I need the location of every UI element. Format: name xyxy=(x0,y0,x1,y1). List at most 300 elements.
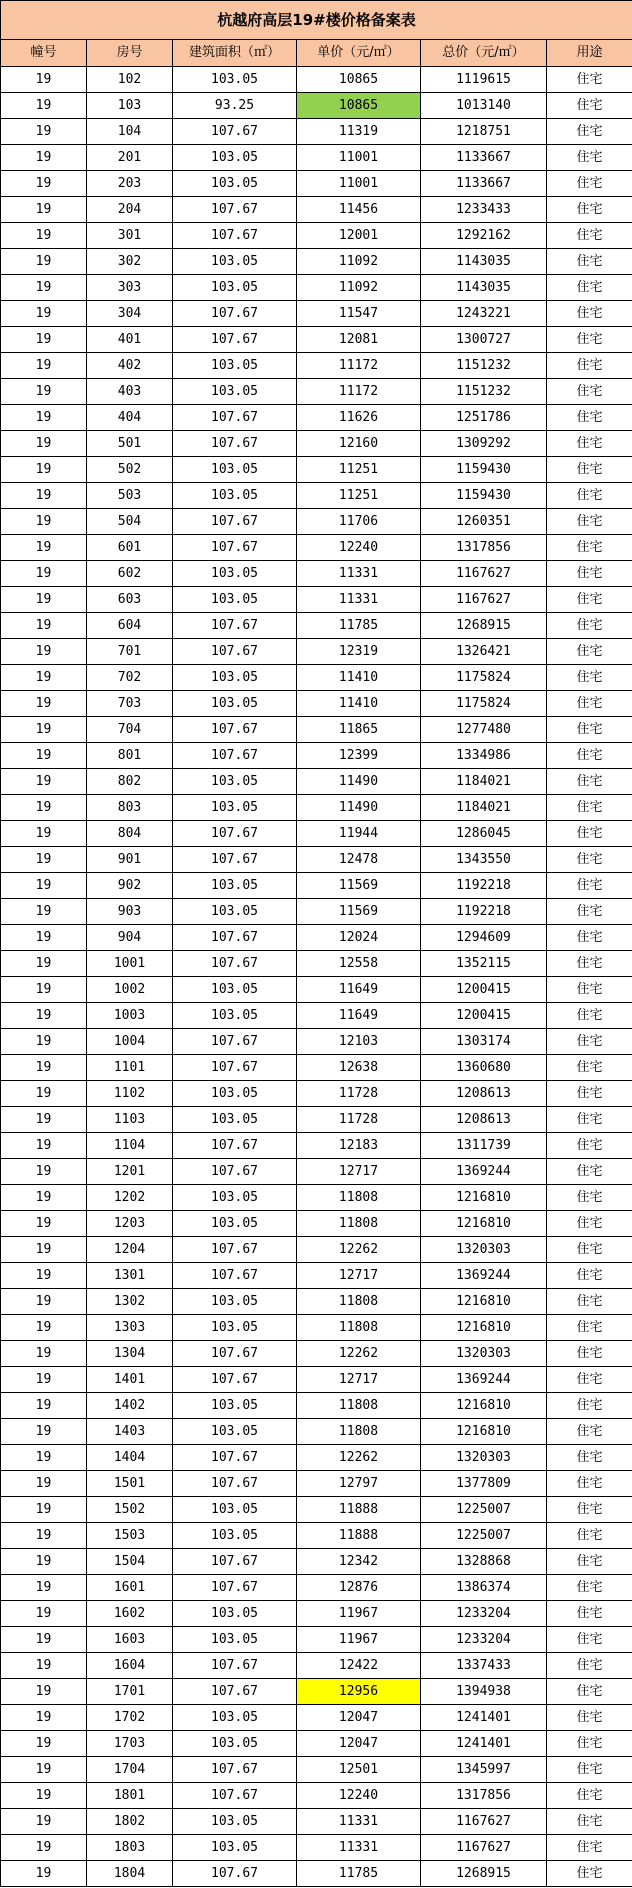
cell-total-price: 1200415 xyxy=(421,977,547,1003)
cell-building: 19 xyxy=(1,483,87,509)
table-row xyxy=(1,769,632,795)
cell-unit-price: 12638 xyxy=(297,1055,421,1081)
cell-total-price: 1216810 xyxy=(421,1315,547,1341)
cell-room: 1203 xyxy=(87,1211,173,1237)
cell-building: 19 xyxy=(1,1679,87,1705)
table-row xyxy=(1,1341,632,1367)
cell-room: 802 xyxy=(87,769,173,795)
cell-unit-price: 11808 xyxy=(297,1211,421,1237)
cell-unit-price: 11649 xyxy=(297,1003,421,1029)
table-row xyxy=(1,1315,632,1341)
cell-unit-price: 12262 xyxy=(297,1445,421,1471)
cell-total-price: 1360680 xyxy=(421,1055,547,1081)
cell-total-price: 1251786 xyxy=(421,405,547,431)
cell-usage: 住宅 xyxy=(547,1627,632,1653)
cell-room: 1504 xyxy=(87,1549,173,1575)
cell-total-price: 1320303 xyxy=(421,1445,547,1471)
table-row xyxy=(1,1861,632,1887)
cell-usage: 住宅 xyxy=(547,691,632,717)
cell-area: 107.67 xyxy=(173,1341,297,1367)
cell-area: 107.67 xyxy=(173,1263,297,1289)
cell-area: 103.05 xyxy=(173,977,297,1003)
cell-usage: 住宅 xyxy=(547,327,632,353)
cell-room: 1702 xyxy=(87,1705,173,1731)
cell-unit-price: 11331 xyxy=(297,1835,421,1861)
cell-area: 103.05 xyxy=(173,145,297,171)
table-row xyxy=(1,587,632,613)
cell-usage: 住宅 xyxy=(547,795,632,821)
cell-room: 1803 xyxy=(87,1835,173,1861)
cell-usage: 住宅 xyxy=(547,977,632,1003)
table-row xyxy=(1,1185,632,1211)
cell-unit-price: 12001 xyxy=(297,223,421,249)
cell-usage: 住宅 xyxy=(547,769,632,795)
cell-total-price: 1151232 xyxy=(421,353,547,379)
table-row xyxy=(1,1705,632,1731)
cell-usage: 住宅 xyxy=(547,171,632,197)
cell-unit-price: 12399 xyxy=(297,743,421,769)
cell-area: 103.05 xyxy=(173,769,297,795)
cell-area: 107.67 xyxy=(173,1575,297,1601)
cell-total-price: 1216810 xyxy=(421,1289,547,1315)
cell-total-price: 1216810 xyxy=(421,1185,547,1211)
cell-total-price: 1225007 xyxy=(421,1523,547,1549)
header-row xyxy=(1,40,632,67)
cell-usage: 住宅 xyxy=(547,1185,632,1211)
cell-usage: 住宅 xyxy=(547,145,632,171)
cell-usage: 住宅 xyxy=(547,1055,632,1081)
cell-room: 1601 xyxy=(87,1575,173,1601)
cell-building: 19 xyxy=(1,535,87,561)
table-row xyxy=(1,977,632,1003)
cell-area: 107.67 xyxy=(173,327,297,353)
cell-area: 107.67 xyxy=(173,1471,297,1497)
cell-usage: 住宅 xyxy=(547,249,632,275)
cell-building: 19 xyxy=(1,1133,87,1159)
cell-usage: 住宅 xyxy=(547,1263,632,1289)
cell-usage: 住宅 xyxy=(547,1419,632,1445)
cell-usage: 住宅 xyxy=(547,483,632,509)
table-row xyxy=(1,1809,632,1835)
cell-total-price: 1167627 xyxy=(421,1809,547,1835)
cell-area: 107.67 xyxy=(173,1159,297,1185)
header-room: 房号 xyxy=(87,40,173,67)
cell-usage: 住宅 xyxy=(547,405,632,431)
cell-usage: 住宅 xyxy=(547,561,632,587)
cell-area: 103.05 xyxy=(173,1107,297,1133)
cell-total-price: 1184021 xyxy=(421,769,547,795)
cell-room: 1704 xyxy=(87,1757,173,1783)
cell-area: 107.67 xyxy=(173,1653,297,1679)
cell-building: 19 xyxy=(1,1367,87,1393)
cell-area: 107.67 xyxy=(173,509,297,535)
cell-room: 1602 xyxy=(87,1601,173,1627)
cell-area: 103.05 xyxy=(173,1419,297,1445)
cell-total-price: 1277480 xyxy=(421,717,547,743)
cell-room: 1804 xyxy=(87,1861,173,1887)
cell-room: 1204 xyxy=(87,1237,173,1263)
cell-area: 103.05 xyxy=(173,1497,297,1523)
table-row xyxy=(1,1731,632,1757)
cell-unit-price: 11172 xyxy=(297,353,421,379)
cell-room: 302 xyxy=(87,249,173,275)
cell-building: 19 xyxy=(1,119,87,145)
cell-building: 19 xyxy=(1,1627,87,1653)
cell-usage: 住宅 xyxy=(547,613,632,639)
cell-area: 107.67 xyxy=(173,925,297,951)
cell-total-price: 1233433 xyxy=(421,197,547,223)
cell-unit-price: 11967 xyxy=(297,1601,421,1627)
cell-area: 103.05 xyxy=(173,1211,297,1237)
cell-area: 103.05 xyxy=(173,1731,297,1757)
cell-unit-price: 11547 xyxy=(297,301,421,327)
cell-room: 1103 xyxy=(87,1107,173,1133)
cell-building: 19 xyxy=(1,1185,87,1211)
cell-usage: 住宅 xyxy=(547,951,632,977)
cell-total-price: 1326421 xyxy=(421,639,547,665)
cell-usage: 住宅 xyxy=(547,1575,632,1601)
table-row xyxy=(1,925,632,951)
cell-room: 103 xyxy=(87,93,173,119)
cell-building: 19 xyxy=(1,275,87,301)
cell-unit-price: 12422 xyxy=(297,1653,421,1679)
table-row xyxy=(1,899,632,925)
cell-usage: 住宅 xyxy=(547,1705,632,1731)
cell-building: 19 xyxy=(1,1003,87,1029)
cell-area: 107.67 xyxy=(173,1133,297,1159)
cell-area: 103.05 xyxy=(173,1835,297,1861)
cell-area: 103.05 xyxy=(173,1809,297,1835)
cell-unit-price: 12876 xyxy=(297,1575,421,1601)
table-row xyxy=(1,1627,632,1653)
cell-building: 19 xyxy=(1,613,87,639)
cell-building: 19 xyxy=(1,1497,87,1523)
cell-room: 1302 xyxy=(87,1289,173,1315)
cell-area: 103.05 xyxy=(173,1601,297,1627)
cell-room: 404 xyxy=(87,405,173,431)
cell-building: 19 xyxy=(1,665,87,691)
table-row xyxy=(1,1081,632,1107)
cell-building: 19 xyxy=(1,249,87,275)
cell-unit-price: 11319 xyxy=(297,119,421,145)
table-row xyxy=(1,1549,632,1575)
table-row xyxy=(1,691,632,717)
table-row xyxy=(1,1003,632,1029)
cell-usage: 住宅 xyxy=(547,1211,632,1237)
cell-total-price: 1233204 xyxy=(421,1601,547,1627)
cell-room: 303 xyxy=(87,275,173,301)
cell-building: 19 xyxy=(1,743,87,769)
cell-building: 19 xyxy=(1,353,87,379)
table-row xyxy=(1,1653,632,1679)
cell-usage: 住宅 xyxy=(547,1835,632,1861)
cell-unit-price: 11785 xyxy=(297,1861,421,1887)
cell-room: 1001 xyxy=(87,951,173,977)
cell-area: 107.67 xyxy=(173,1367,297,1393)
cell-total-price: 1218751 xyxy=(421,119,547,145)
table-row xyxy=(1,67,632,93)
table-row xyxy=(1,171,632,197)
table-row xyxy=(1,327,632,353)
cell-total-price: 1208613 xyxy=(421,1107,547,1133)
cell-unit-price: 10865 xyxy=(297,93,421,119)
cell-usage: 住宅 xyxy=(547,535,632,561)
cell-unit-price: 12081 xyxy=(297,327,421,353)
cell-total-price: 1216810 xyxy=(421,1419,547,1445)
cell-room: 1604 xyxy=(87,1653,173,1679)
cell-usage: 住宅 xyxy=(547,1003,632,1029)
cell-building: 19 xyxy=(1,457,87,483)
cell-total-price: 1151232 xyxy=(421,379,547,405)
cell-building: 19 xyxy=(1,1315,87,1341)
table-row xyxy=(1,795,632,821)
table-row xyxy=(1,1783,632,1809)
cell-usage: 住宅 xyxy=(547,847,632,873)
cell-total-price: 1311739 xyxy=(421,1133,547,1159)
cell-unit-price: 12240 xyxy=(297,1783,421,1809)
table-row xyxy=(1,119,632,145)
cell-total-price: 1377809 xyxy=(421,1471,547,1497)
title-row xyxy=(1,1,632,40)
cell-area: 107.67 xyxy=(173,119,297,145)
cell-room: 401 xyxy=(87,327,173,353)
cell-room: 204 xyxy=(87,197,173,223)
cell-building: 19 xyxy=(1,977,87,1003)
cell-area: 107.67 xyxy=(173,223,297,249)
cell-unit-price: 12956 xyxy=(297,1679,421,1705)
cell-building: 19 xyxy=(1,1523,87,1549)
cell-area: 103.05 xyxy=(173,873,297,899)
table-row xyxy=(1,223,632,249)
cell-unit-price: 12717 xyxy=(297,1263,421,1289)
cell-total-price: 1216810 xyxy=(421,1393,547,1419)
cell-area: 107.67 xyxy=(173,717,297,743)
cell-total-price: 1328868 xyxy=(421,1549,547,1575)
table-row xyxy=(1,873,632,899)
cell-total-price: 1394938 xyxy=(421,1679,547,1705)
cell-unit-price: 11944 xyxy=(297,821,421,847)
cell-area: 103.05 xyxy=(173,1315,297,1341)
cell-area: 103.05 xyxy=(173,1289,297,1315)
table-row xyxy=(1,379,632,405)
cell-room: 402 xyxy=(87,353,173,379)
cell-total-price: 1320303 xyxy=(421,1341,547,1367)
cell-building: 19 xyxy=(1,223,87,249)
table-row xyxy=(1,1679,632,1705)
cell-area: 93.25 xyxy=(173,93,297,119)
cell-unit-price: 12478 xyxy=(297,847,421,873)
cell-total-price: 1013140 xyxy=(421,93,547,119)
cell-room: 504 xyxy=(87,509,173,535)
cell-unit-price: 11001 xyxy=(297,171,421,197)
header-area: 建筑面积（㎡） xyxy=(173,40,297,67)
cell-total-price: 1159430 xyxy=(421,483,547,509)
cell-total-price: 1286045 xyxy=(421,821,547,847)
cell-area: 103.05 xyxy=(173,1003,297,1029)
table-row xyxy=(1,665,632,691)
cell-building: 19 xyxy=(1,769,87,795)
cell-room: 1301 xyxy=(87,1263,173,1289)
cell-total-price: 1167627 xyxy=(421,587,547,613)
cell-building: 19 xyxy=(1,1289,87,1315)
cell-unit-price: 11808 xyxy=(297,1419,421,1445)
cell-usage: 住宅 xyxy=(547,1861,632,1887)
cell-room: 503 xyxy=(87,483,173,509)
table-row xyxy=(1,145,632,171)
cell-building: 19 xyxy=(1,301,87,327)
cell-usage: 住宅 xyxy=(547,743,632,769)
cell-unit-price: 11569 xyxy=(297,873,421,899)
table-row xyxy=(1,1445,632,1471)
cell-usage: 住宅 xyxy=(547,379,632,405)
cell-unit-price: 12160 xyxy=(297,431,421,457)
cell-total-price: 1369244 xyxy=(421,1367,547,1393)
table-row xyxy=(1,353,632,379)
cell-usage: 住宅 xyxy=(547,93,632,119)
cell-room: 1703 xyxy=(87,1731,173,1757)
cell-room: 601 xyxy=(87,535,173,561)
cell-building: 19 xyxy=(1,821,87,847)
cell-room: 1003 xyxy=(87,1003,173,1029)
cell-room: 703 xyxy=(87,691,173,717)
cell-unit-price: 11331 xyxy=(297,1809,421,1835)
cell-building: 19 xyxy=(1,691,87,717)
cell-unit-price: 11626 xyxy=(297,405,421,431)
cell-total-price: 1243221 xyxy=(421,301,547,327)
cell-usage: 住宅 xyxy=(547,1783,632,1809)
cell-building: 19 xyxy=(1,561,87,587)
cell-area: 103.05 xyxy=(173,665,297,691)
cell-unit-price: 12319 xyxy=(297,639,421,665)
cell-building: 19 xyxy=(1,1809,87,1835)
table-row xyxy=(1,197,632,223)
cell-total-price: 1167627 xyxy=(421,561,547,587)
table-row xyxy=(1,275,632,301)
cell-room: 603 xyxy=(87,587,173,613)
cell-usage: 住宅 xyxy=(547,1731,632,1757)
cell-total-price: 1345997 xyxy=(421,1757,547,1783)
cell-usage: 住宅 xyxy=(547,1523,632,1549)
cell-total-price: 1352115 xyxy=(421,951,547,977)
cell-room: 1802 xyxy=(87,1809,173,1835)
cell-usage: 住宅 xyxy=(547,1159,632,1185)
cell-building: 19 xyxy=(1,1081,87,1107)
cell-area: 103.05 xyxy=(173,171,297,197)
table-title: 杭越府高层19#楼价格备案表 xyxy=(1,1,632,40)
cell-area: 103.05 xyxy=(173,457,297,483)
cell-unit-price: 11808 xyxy=(297,1185,421,1211)
table-row xyxy=(1,1263,632,1289)
cell-area: 103.05 xyxy=(173,691,297,717)
cell-unit-price: 11785 xyxy=(297,613,421,639)
cell-usage: 住宅 xyxy=(547,925,632,951)
cell-total-price: 1192218 xyxy=(421,873,547,899)
cell-unit-price: 11865 xyxy=(297,717,421,743)
cell-building: 19 xyxy=(1,795,87,821)
cell-total-price: 1133667 xyxy=(421,171,547,197)
cell-usage: 住宅 xyxy=(547,275,632,301)
cell-total-price: 1294609 xyxy=(421,925,547,951)
cell-unit-price: 12047 xyxy=(297,1731,421,1757)
cell-total-price: 1143035 xyxy=(421,275,547,301)
cell-room: 203 xyxy=(87,171,173,197)
header-building: 幢号 xyxy=(1,40,87,67)
cell-total-price: 1133667 xyxy=(421,145,547,171)
cell-unit-price: 11092 xyxy=(297,249,421,275)
cell-unit-price: 11410 xyxy=(297,665,421,691)
table-body xyxy=(1,67,632,1887)
cell-area: 107.67 xyxy=(173,1445,297,1471)
table-row xyxy=(1,1471,632,1497)
cell-area: 103.05 xyxy=(173,249,297,275)
cell-building: 19 xyxy=(1,1029,87,1055)
cell-usage: 住宅 xyxy=(547,1107,632,1133)
cell-building: 19 xyxy=(1,1835,87,1861)
cell-building: 19 xyxy=(1,1211,87,1237)
cell-building: 19 xyxy=(1,405,87,431)
cell-unit-price: 11490 xyxy=(297,795,421,821)
cell-area: 103.05 xyxy=(173,353,297,379)
table-row xyxy=(1,951,632,977)
cell-room: 1404 xyxy=(87,1445,173,1471)
cell-area: 103.05 xyxy=(173,1627,297,1653)
cell-usage: 住宅 xyxy=(547,821,632,847)
cell-building: 19 xyxy=(1,1861,87,1887)
cell-total-price: 1159430 xyxy=(421,457,547,483)
cell-room: 1501 xyxy=(87,1471,173,1497)
cell-total-price: 1233204 xyxy=(421,1627,547,1653)
cell-unit-price: 11490 xyxy=(297,769,421,795)
cell-total-price: 1184021 xyxy=(421,795,547,821)
cell-room: 902 xyxy=(87,873,173,899)
cell-usage: 住宅 xyxy=(547,1289,632,1315)
table-row xyxy=(1,1575,632,1601)
cell-area: 107.67 xyxy=(173,1237,297,1263)
cell-building: 19 xyxy=(1,1471,87,1497)
table-row xyxy=(1,561,632,587)
cell-room: 904 xyxy=(87,925,173,951)
cell-room: 1701 xyxy=(87,1679,173,1705)
table-row xyxy=(1,1367,632,1393)
cell-area: 107.67 xyxy=(173,1679,297,1705)
table-row xyxy=(1,1029,632,1055)
header-usage: 用途 xyxy=(547,40,632,67)
cell-usage: 住宅 xyxy=(547,665,632,691)
cell-area: 103.05 xyxy=(173,587,297,613)
cell-building: 19 xyxy=(1,1757,87,1783)
cell-building: 19 xyxy=(1,327,87,353)
cell-total-price: 1200415 xyxy=(421,1003,547,1029)
cell-building: 19 xyxy=(1,925,87,951)
cell-unit-price: 12717 xyxy=(297,1367,421,1393)
cell-room: 301 xyxy=(87,223,173,249)
cell-usage: 住宅 xyxy=(547,431,632,457)
cell-building: 19 xyxy=(1,379,87,405)
cell-area: 107.67 xyxy=(173,431,297,457)
cell-total-price: 1268915 xyxy=(421,1861,547,1887)
cell-building: 19 xyxy=(1,1601,87,1627)
cell-total-price: 1369244 xyxy=(421,1263,547,1289)
cell-building: 19 xyxy=(1,717,87,743)
cell-building: 19 xyxy=(1,1263,87,1289)
cell-unit-price: 11331 xyxy=(297,587,421,613)
cell-building: 19 xyxy=(1,1653,87,1679)
cell-unit-price: 11728 xyxy=(297,1081,421,1107)
cell-total-price: 1216810 xyxy=(421,1211,547,1237)
cell-area: 107.67 xyxy=(173,197,297,223)
cell-usage: 住宅 xyxy=(547,1471,632,1497)
cell-usage: 住宅 xyxy=(547,509,632,535)
